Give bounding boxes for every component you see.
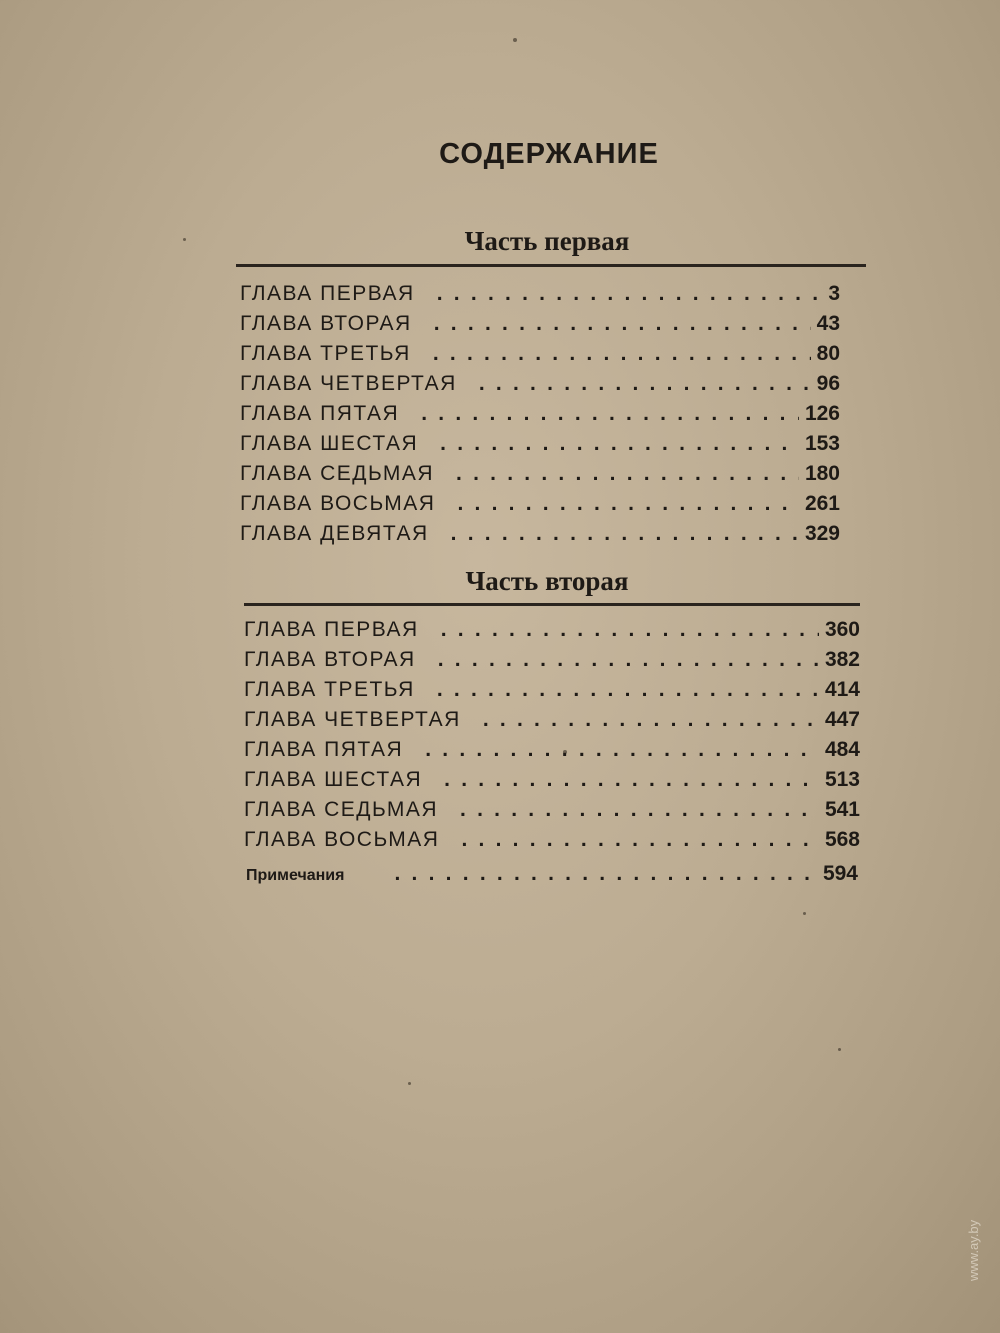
chapter-label: ГЛАВА ЧЕТВЕРТАЯ xyxy=(240,372,457,395)
toc-entry xyxy=(244,618,860,648)
toc-entry xyxy=(240,372,840,402)
watermark: www.ay.by xyxy=(966,1219,981,1281)
toc-entry xyxy=(240,432,840,462)
chapter-label: ГЛАВА ВОСЬМАЯ xyxy=(240,492,436,515)
dot-leader xyxy=(451,522,799,546)
chapter-label: ГЛАВА СЕДЬМАЯ xyxy=(244,798,439,821)
toc-entry xyxy=(244,738,860,768)
dot-leader xyxy=(483,708,819,732)
dot-leader xyxy=(438,648,819,672)
part-1-chapter-list xyxy=(240,282,840,552)
page-number: 447 xyxy=(824,708,860,731)
page-number: 126 xyxy=(804,402,840,425)
page-number: 382 xyxy=(824,648,860,671)
page-number: 484 xyxy=(824,738,860,761)
part-2-rule xyxy=(244,603,860,606)
toc-entry xyxy=(240,342,840,372)
toc-entry xyxy=(244,678,860,708)
page-number: 180 xyxy=(804,462,840,485)
chapter-label: ГЛАВА ПЕРВАЯ xyxy=(240,282,415,305)
toc-entry xyxy=(244,648,860,678)
part-1-rule xyxy=(236,264,866,267)
paper-speck xyxy=(183,238,186,241)
dot-leader xyxy=(479,372,811,396)
chapter-label: ГЛАВА ВТОРАЯ xyxy=(240,312,412,335)
chapter-label: ГЛАВА ВТОРАЯ xyxy=(244,648,416,671)
page-number: 568 xyxy=(824,828,860,851)
dot-leader xyxy=(421,402,799,426)
toc-entry xyxy=(240,462,840,492)
page-number: 513 xyxy=(824,768,860,791)
part-2-heading: Часть вторая xyxy=(465,566,629,596)
chapter-label: ГЛАВА ШЕСТАЯ xyxy=(244,768,423,791)
page-title: СОДЕРЖАНИЕ xyxy=(439,138,659,170)
dot-leader xyxy=(433,342,811,366)
page-number: 541 xyxy=(824,798,860,821)
chapter-label: ГЛАВА СЕДЬМАЯ xyxy=(240,462,435,485)
chapter-label: ГЛАВА ПЯТАЯ xyxy=(240,402,400,425)
paper-speck xyxy=(563,750,567,754)
part-1-heading: Часть первая xyxy=(464,226,630,256)
toc-entry xyxy=(244,828,860,858)
chapter-label: ГЛАВА ТРЕТЬЯ xyxy=(240,342,411,365)
paper-speck xyxy=(408,1082,411,1085)
page-number: 153 xyxy=(804,432,840,455)
dot-leader xyxy=(457,492,799,516)
chapter-label: ГЛАВА ПЯТАЯ xyxy=(244,738,404,761)
dot-leader xyxy=(440,432,799,456)
chapter-label: ГЛАВА ЧЕТВЕРТАЯ xyxy=(244,708,461,731)
toc-entry xyxy=(244,768,860,798)
toc-entry xyxy=(240,282,840,312)
chapter-label: ГЛАВА ПЕРВАЯ xyxy=(244,618,419,641)
toc-entry xyxy=(244,708,860,738)
dot-leader xyxy=(461,828,819,852)
paper-speck xyxy=(803,912,806,915)
dot-leader xyxy=(425,738,819,762)
toc-entry xyxy=(244,798,860,828)
page-number: 414 xyxy=(824,678,860,701)
chapter-label: ГЛАВА ДЕВЯТАЯ xyxy=(240,522,429,545)
paper-speck xyxy=(838,1048,841,1051)
notes-page-number: 594 xyxy=(822,862,858,885)
page-number: 261 xyxy=(804,492,840,515)
toc-entry xyxy=(240,402,840,432)
paper-speck xyxy=(513,38,517,42)
page-number: 3 xyxy=(828,282,840,305)
dot-leader xyxy=(444,768,819,792)
dot-leader xyxy=(460,798,819,822)
part-2-chapter-list xyxy=(244,618,860,858)
page-number: 96 xyxy=(816,372,840,395)
page-number: 80 xyxy=(816,342,840,365)
dot-leader xyxy=(456,462,799,486)
page-number: 360 xyxy=(824,618,860,641)
page-number: 329 xyxy=(804,522,840,545)
toc-entry xyxy=(240,312,840,342)
notes-label: Примечания xyxy=(246,867,345,884)
dot-leader xyxy=(394,862,816,886)
dot-leader xyxy=(441,618,819,642)
notes-entry xyxy=(246,862,858,886)
dot-leader xyxy=(437,282,823,306)
dot-leader xyxy=(434,312,811,336)
toc-entry xyxy=(240,522,840,552)
toc-entry xyxy=(240,492,840,522)
dot-leader xyxy=(437,678,819,702)
page-number: 43 xyxy=(816,312,840,335)
chapter-label: ГЛАВА ШЕСТАЯ xyxy=(240,432,419,455)
chapter-label: ГЛАВА ТРЕТЬЯ xyxy=(244,678,415,701)
chapter-label: ГЛАВА ВОСЬМАЯ xyxy=(244,828,440,851)
